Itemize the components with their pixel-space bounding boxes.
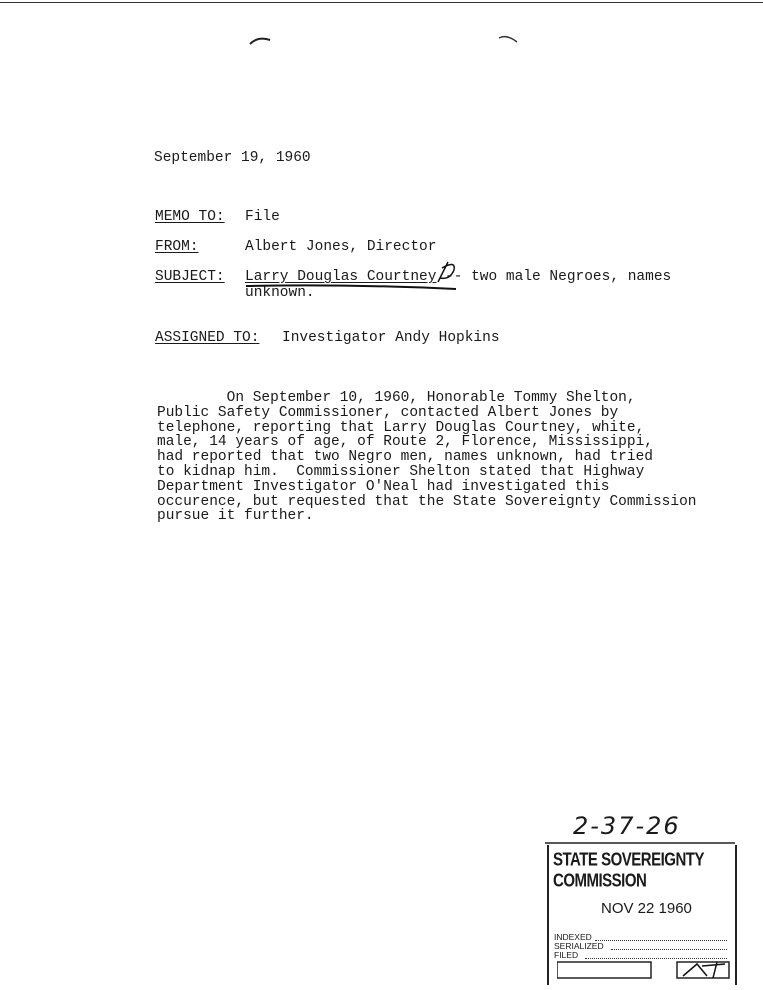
stamp-title: STATE SOVEREIGNTY COMMISSION — [553, 849, 704, 892]
from-label: FROM: — [155, 239, 199, 255]
stamp-initials-box — [557, 960, 733, 982]
from-value: Albert Jones, Director — [245, 239, 437, 255]
stamp-indexed-label: INDEXED — [554, 932, 592, 942]
top-edge-line — [0, 2, 763, 3]
stamp-serialized-label: SERIALIZED — [554, 941, 604, 951]
subject-name: Larry Douglas Courtney — [245, 269, 437, 285]
stamp-serialized-dots — [611, 949, 727, 950]
staple-mark-left — [248, 34, 272, 48]
stamp-filed-dots — [585, 958, 727, 959]
memo-to-value: File — [245, 209, 280, 225]
handwritten-underline — [242, 256, 462, 296]
subject-line-2: unknown. — [245, 285, 315, 301]
assigned-value: Investigator Andy Hopkins — [282, 330, 500, 346]
memo-body: On September 10, 1960, Honorable Tommy Shelton, Public Safety Commissioner, contacted Albert Jones by telephone, reporting that Larry Douglas Courtney, white, male, 14 years of age, of Route 2, Florence, Mississippi, had reported that two Negro men, names unknown, had tried to kidnap him. Commissioner Shelton stated that Highway Department Investigator O'Neal had investigated this occurence, but requested that the State Sovereignty Commission pursue it further. — [157, 390, 697, 525]
received-stamp — [547, 845, 737, 985]
memo-to-label: MEMO TO: — [155, 209, 225, 225]
subject-label: SUBJECT: — [155, 269, 225, 285]
assigned-label: ASSIGNED TO: — [155, 330, 260, 346]
stamp-indexed-dots — [595, 940, 727, 941]
stamp-filed-label: FILED — [554, 950, 579, 960]
handwritten-file-number: 2-37-26 — [573, 812, 681, 840]
memo-date: September 19, 1960 — [154, 150, 311, 166]
stamp-date: NOV 22 1960 — [601, 900, 692, 917]
staple-mark-right — [497, 32, 521, 46]
subject-rest: -- two male Negroes, names — [445, 269, 672, 285]
